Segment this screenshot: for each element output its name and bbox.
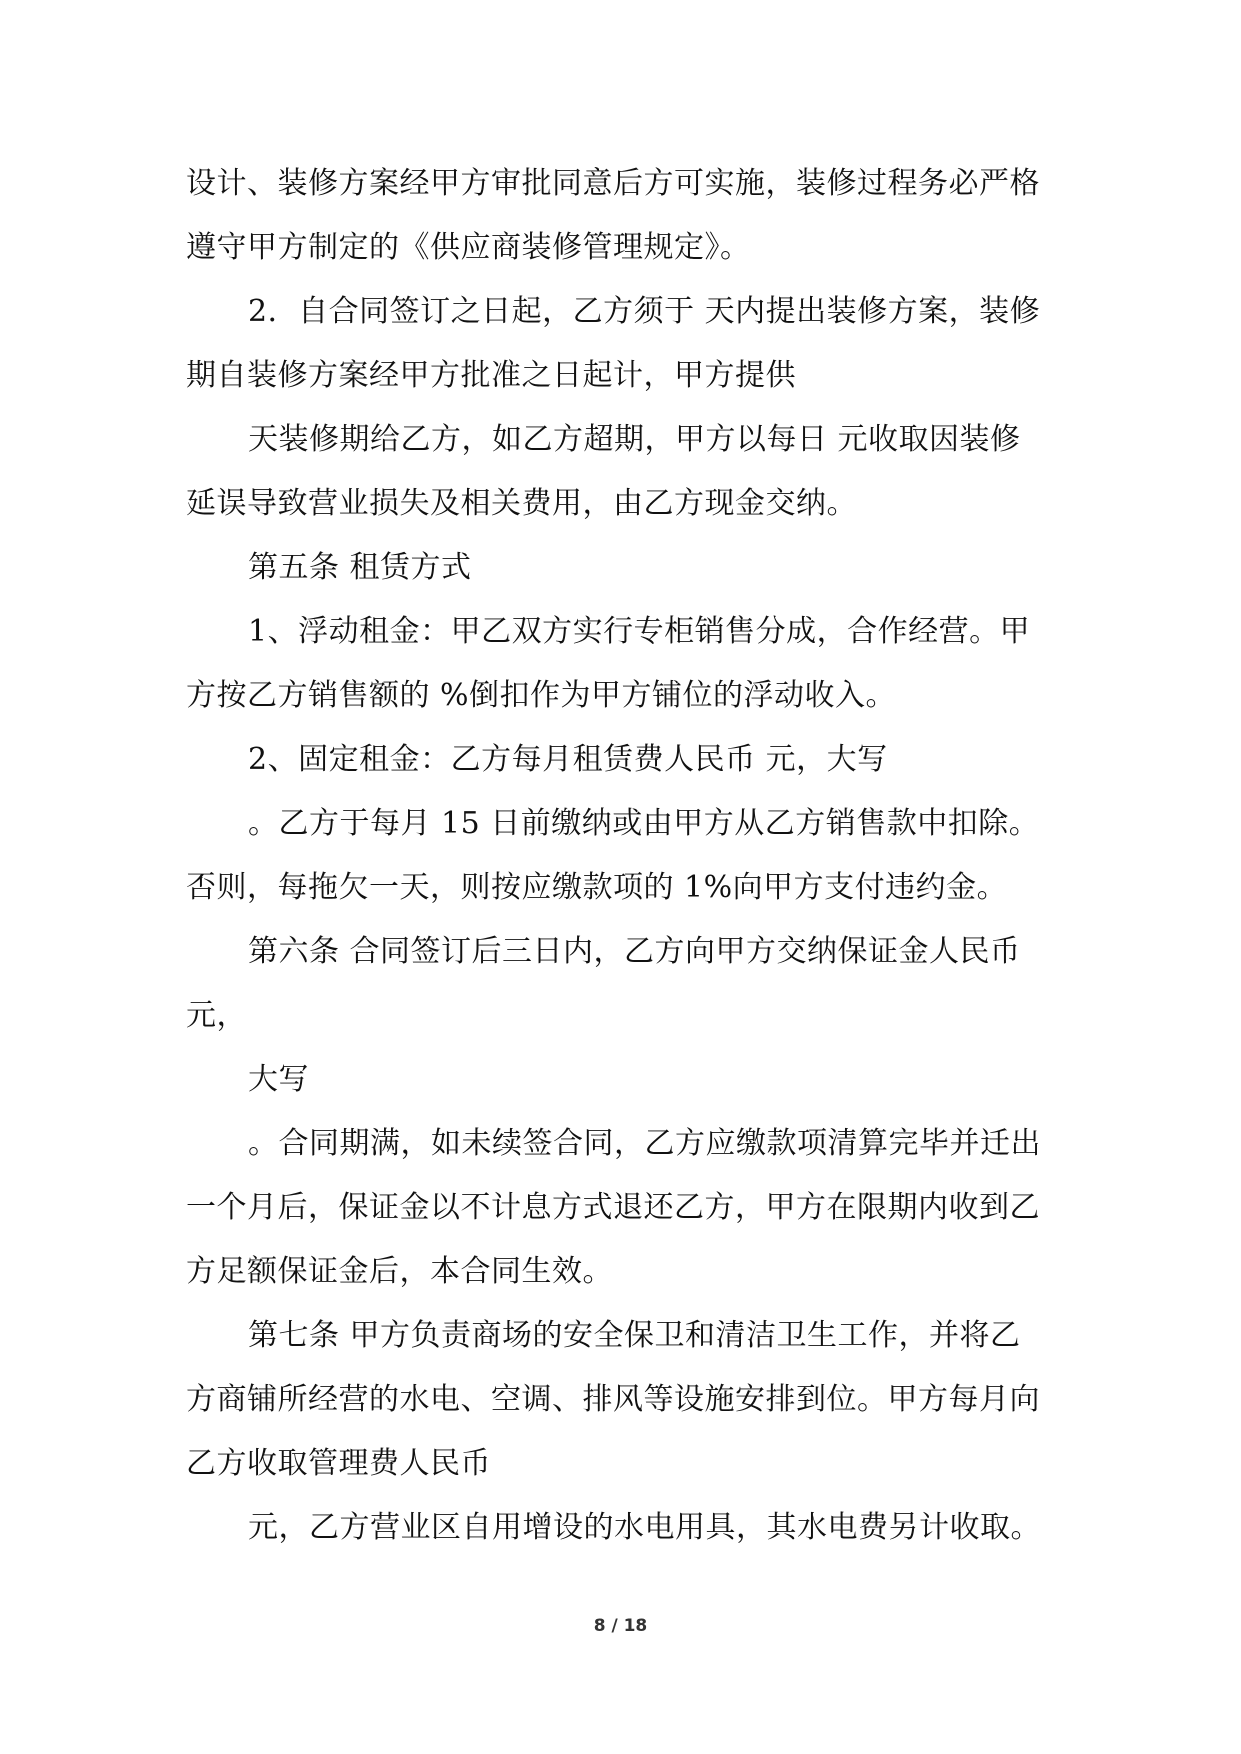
paragraph-line: 天装修期给乙方，如乙方超期，甲方以每日 元收取因装修 (248, 422, 1021, 457)
paragraph-line: 第七条 甲方负责商场的安全保卫和清洁卫生工作，并将乙 (248, 1318, 1021, 1353)
paragraph-line: 方按乙方销售额的 %倒扣作为甲方铺位的浮动收入。 (186, 678, 897, 713)
paragraph-line: 否则，每拖欠一天，则按应缴款项的 1%向甲方支付违约金。 (186, 870, 1008, 905)
paragraph-line: 乙方收取管理费人民币 (186, 1446, 491, 1481)
paragraph-line: 1、浮动租金：甲乙双方实行专柜销售分成，合作经营。甲 (248, 614, 1031, 649)
paragraph-line: 方商铺所经营的水电、空调、排风等设施安排到位。甲方每月向 (186, 1382, 1040, 1417)
paragraph-line: 第六条 合同签订后三日内，乙方向甲方交纳保证金人民币 (248, 934, 1021, 969)
paragraph-line: 一个月后，保证金以不计息方式退还乙方，甲方在限期内收到乙 (186, 1190, 1040, 1225)
paragraph-line: 设计、装修方案经甲方审批同意后方可实施，装修过程务必严格 (186, 166, 1040, 201)
paragraph-line: 。合同期满，如未续签合同，乙方应缴款项清算完毕并迁出 (248, 1126, 1041, 1161)
paragraph-line: 2．自合同签订之日起，乙方须于 天内提出装修方案，装修 (248, 294, 1041, 329)
paragraph-line: 元， (186, 998, 247, 1033)
paragraph-line: 方足额保证金后，本合同生效。 (186, 1254, 613, 1289)
article-heading: 第五条 租赁方式 (248, 550, 472, 585)
paragraph-line: 元，乙方营业区自用增设的水电用具，其水电费另计收取。 (248, 1510, 1041, 1545)
paragraph-line: 大写 (248, 1062, 309, 1097)
paragraph-line: 。乙方于每月 15 日前缴纳或由甲方从乙方销售款中扣除。 (248, 806, 1040, 841)
page-number: 8 / 18 (593, 1616, 648, 1636)
paragraph-line: 2、固定租金：乙方每月租赁费人民币 元，大写 (248, 742, 888, 777)
document-body (186, 152, 1066, 1560)
paragraph-line: 延误导致营业损失及相关费用，由乙方现金交纳。 (186, 486, 857, 521)
paragraph-line: 期自装修方案经甲方批准之日起计，甲方提供 (186, 358, 796, 393)
paragraph-line: 遵守甲方制定的《供应商装修管理规定》。 (186, 230, 751, 265)
